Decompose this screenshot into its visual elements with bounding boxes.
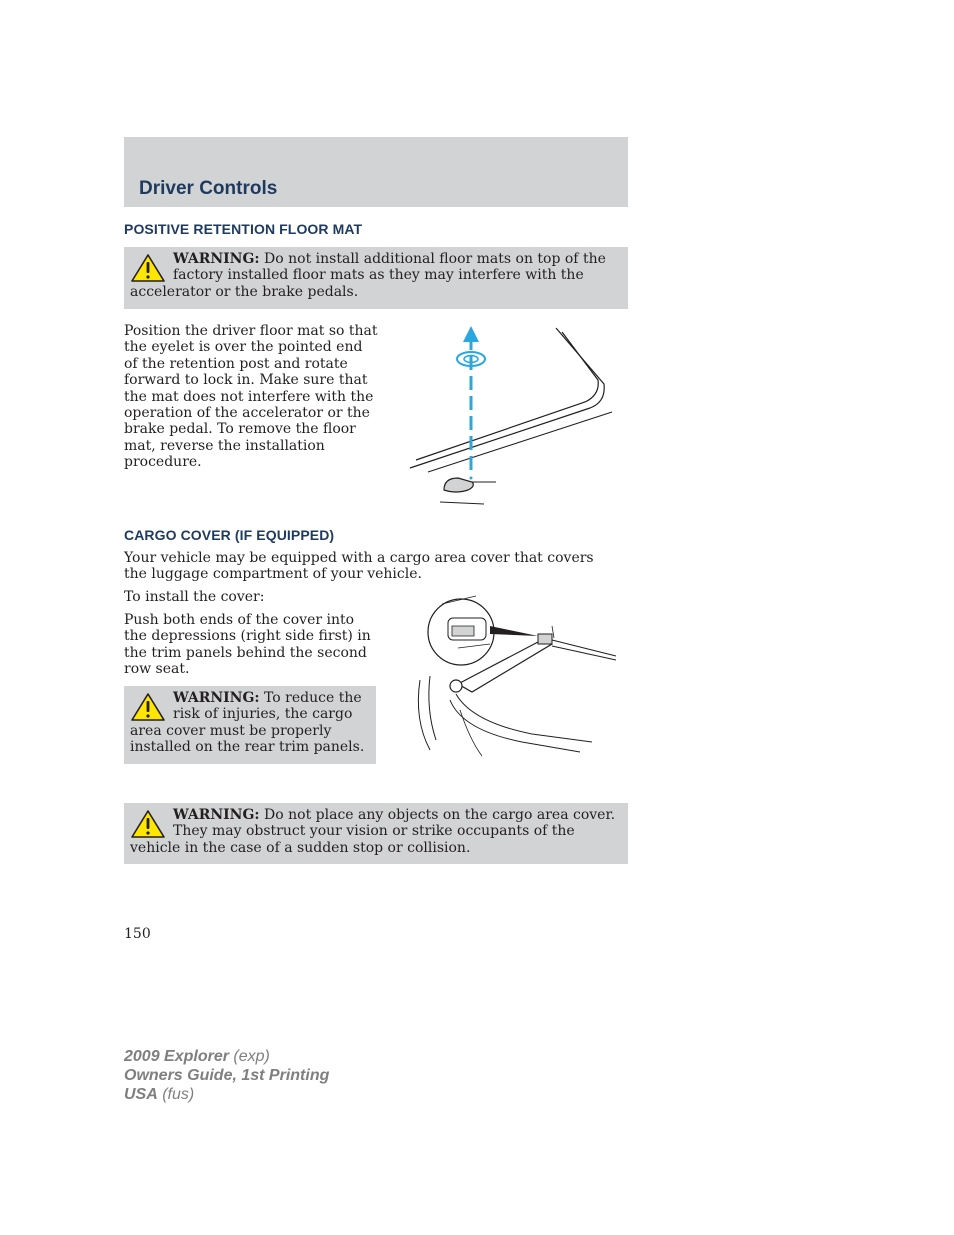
cargo-cover-intro: Your vehicle may be equipped with a cargo area cover that covers the luggage compartment of your vehicle.	[124, 550, 594, 583]
floor-mat-retention-illustration	[400, 320, 620, 510]
page-number: 150	[124, 926, 151, 942]
cargo-cover-injury-warning-text	[130, 690, 370, 755]
floor-mat-warning-box	[124, 247, 628, 309]
cargo-cover-heading: CARGO COVER (IF EQUIPPED)	[124, 527, 335, 543]
cargo-cover-install-intro: To install the cover:	[124, 589, 265, 605]
cargo-cover-install-step: Push both ends of the cover into the depressions (right side first) in the trim panels behind the second row seat.	[124, 612, 371, 678]
cargo-cover-objects-warning-box	[124, 803, 628, 864]
warning-triangle-icon	[130, 692, 166, 722]
floor-mat-heading: POSITIVE RETENTION FLOOR MAT	[124, 221, 363, 237]
warning-label: WARNING:	[173, 690, 260, 706]
cargo-cover-injury-warning-box	[124, 686, 376, 764]
floor-mat-warning-text	[130, 251, 622, 300]
warning-label: WARNING:	[173, 251, 260, 267]
warning-triangle-icon	[130, 253, 166, 283]
warning-message: To reduce the risk of injuries, the cargo area cover must be properly installed on the rear trim panels.	[130, 690, 365, 755]
warning-triangle-icon	[130, 809, 166, 839]
cargo-cover-illustration	[412, 590, 620, 758]
floor-mat-instructions: Position the driver floor mat so that the eyelet is over the pointed end of the retention post and rotate forward to lock in. Make sure that the mat does not interfere with the operation of the accelerator or the brake pedal. To remove the floor mat, reverse the installation procedure.	[124, 323, 378, 471]
footer-line-2: Owners Guide, 1st Printing	[124, 1067, 330, 1084]
cargo-cover-objects-warning-text	[130, 807, 622, 856]
warning-message: Do not install additional floor mats on top of the factory installed floor mats as they may interfere with the accelerator or the brake pedals.	[130, 251, 606, 300]
document-footer	[124, 1047, 329, 1104]
warning-label: WARNING:	[173, 807, 260, 823]
page-title: Driver Controls	[139, 178, 278, 199]
footer-line-1: 2009 Explorer (exp)	[124, 1048, 270, 1065]
footer-line-3: USA (fus)	[124, 1086, 195, 1103]
warning-message: Do not place any objects on the cargo area cover. They may obstruct your vision or strike occupants of the vehicle in the case of a sudden stop or collision.	[130, 807, 616, 856]
